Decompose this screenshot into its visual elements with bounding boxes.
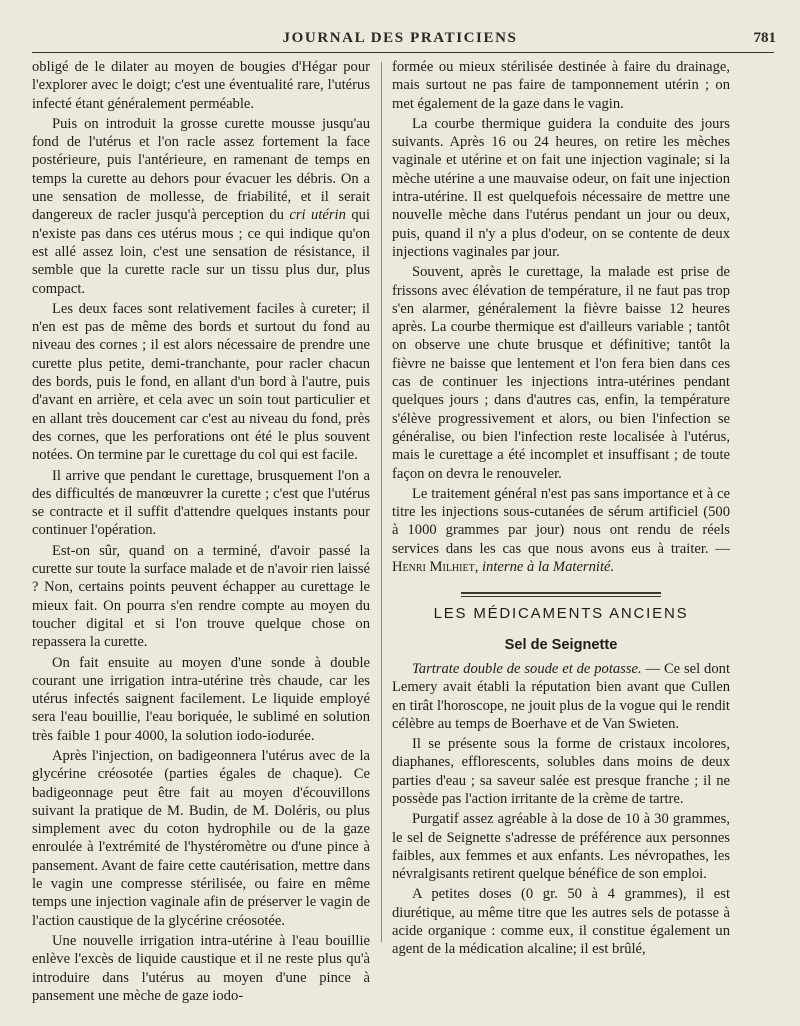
paragraph	[392, 485, 730, 576]
header-rule	[32, 52, 774, 53]
paragraph: Les deux faces sont relativement faciles à cureter; il n'en est pas de même des bords et surtout du fond au niveau des cornes ; il est alors nécessaire de prendre une curette plus petite, demi-tranchante, pour racler chacun des bords, puis le fond, en allant d'un bord à l'autre, puis d'avant en arrière, et cela avec un soin tout particulier et en allant très doucement car c'est au niveau du fond, près des cornes, que les perforations ont été le plus souvent notées. On termine par le curettage du col qui est facile.	[32, 300, 370, 464]
paragraph	[392, 660, 730, 733]
section-heading: LES MÉDICAMENTS ANCIENS	[433, 605, 689, 623]
section-rule	[461, 592, 661, 597]
paragraph: Après l'injection, on badigeonnera l'utérus avec de la glycérine créosotée (parties égales de chaque). Ce badigeonnage peut être fait au moyen d'écouvillons suivant la pratique de M. Budin, de M. Doléris, ou plus simplement avec du coton hydrophile ou de la gaze enroulée à l'extrémité de l'hystéromètre ou d'une pince à pansement. Avant de faire cette cautérisation, mettre dans le vagin une compresse stérilisée, ou faire en même temps une injection vaginale afin de préserver le vagin de l'action caustique de la glycérine créosotée.	[32, 747, 370, 929]
paragraph-text: qui n'existe pas dans ces utérus mous ; ce qui indique qu'on est allé assez loin, c'est une sensation de résistance, il semble que la curette racle sur un tissu plus dur, plus compact.	[32, 207, 371, 297]
right-column	[392, 58, 730, 961]
paragraph: Purgatif assez agréable à la dose de 10 à 30 grammes, le sel de Seignette s'adresse de préférence aux personnes faibles, aux femmes et aux enfants. Les névropathes, les névralgisants retirent quelque bénéfice de son emploi.	[392, 811, 730, 883]
italic-term: cri utérin	[289, 207, 346, 224]
running-header	[0, 30, 800, 52]
paragraph-text: — Ce sel dont Lemery avait établi la réputation bien avant que Cullen en tirât l'horoscope, ne jouit plus de la vogue qui le rendit célèbre au temps de Boerhave et de Van Swieten.	[392, 660, 730, 732]
paragraph: Il arrive que pendant le curettage, brusquement l'on a des difficultés de manœuvrer la curette ; c'est que l'utérus se contracte et il suffit d'attendre quelques instants pour continuer l'opération.	[32, 467, 370, 539]
paragraph: Il se présente sous la forme de cristaux incolores, diaphanes, efflorescents, solubles dans moins de deux parties d'eau ; sa saveur salée est presque franche ; il ne possède pas l'action irritante de la crème de tartre.	[392, 736, 730, 807]
paragraph: A petites doses (0 gr. 50 à 4 grammes), il est diurétique, au même titre que les autres sels de potasse à acide organique : comme eux, il constitue également un agent de la médication alcaline; il est brûlé,	[392, 886, 730, 958]
paragraph-text: Le traitement général n'est pas sans importance et à ce titre les injections sous-cutanées de sérum artificiel (500 à 1000 grammes par jour) nous ont rendu de réels services dans les cas que nous avons eus à traiter. —	[392, 485, 730, 557]
paragraph: On fait ensuite au moyen d'une sonde à double courant une irrigation intra-utérine très chaude, car les utérus infectés saignent facilement. Le liquide employé sera l'eau bouillie, l'eau boriquée, le sublimé en solution très faible 1 pour 4000, la solution iodo-iodurée.	[32, 654, 370, 744]
italic-lead: Tartrate double de soude et de potasse.	[412, 660, 642, 677]
paragraph-text: Puis on introduit la grosse curette mousse jusqu'au fond de l'utérus et l'on racle assez fortement la face postérieure, puis l'antérieure, en ramenant de temps en temps la curette au dehors pour évacuer les débris. On a une sensation de mollesse, de friabilité, et il serait dangereux de racler jusqu'à perception du	[32, 115, 370, 224]
author-name: Henri Milhiet	[392, 559, 475, 576]
column-divider	[381, 62, 382, 942]
journal-title: JOURNAL DES PRATICIENS	[282, 30, 518, 46]
author-role: interne à la Maternité.	[482, 559, 615, 576]
separator-text: ,	[474, 559, 482, 576]
left-column	[32, 58, 370, 1007]
paragraph: Une nouvelle irrigation intra-utérine à l'eau bouillie enlève l'excès de liquide caustique et il ne reste plus qu'à introduire dans l'utérus au moyen d'une pince à pansement une mèche de gaze iodo-	[32, 932, 370, 1004]
paragraph	[32, 115, 370, 298]
paragraph: Souvent, après le curettage, la malade est prise de frissons avec élévation de température, il ne faut pas trop s'en alarmer, généralement la fièvre baisse 12 heures après. La courbe thermique est d'ailleurs variable ; tantôt on observe une chute brusque et définitive; tantôt la fièvre ne baisse que lentement et l'on fera bien dans ces cas de continuer les injections intra-utérines pendant quelques jours ; dans d'autres cas, enfin, la température s'élève progressivement et alors, ou bien l'infection se généralise, ou bien l'infection reste localisée à l'utérus, mais le curettage a été incomplet et insuffisant ; de toute façon on devra le renouveler.	[392, 264, 730, 482]
paragraph: Est-on sûr, quand on a terminé, d'avoir passé la curette sur toute la surface malade et de n'avoir rien laissé ? Non, certains points peuvent échapper au curettage le mieux fait. On pourra s'en rendre compte au moyen du toucher digital et si l'on trouve quelque chose on repassera la curette.	[32, 542, 370, 651]
paragraph: La courbe thermique guidera la conduite des jours suivants. Après 16 ou 24 heures, on retire les mèches vaginale et utérine et on fait une injection vaginale; si la mèche utérine a une mauvaise odeur, on fait une injection intra-utérine. Il est quelquefois nécessaire de mettre une nouvelle mèche dans l'utérus pendant un jour ou deux, puis, quand il n'y a plus d'odeur, on se contente de deux injections vaginales par jour.	[392, 115, 730, 260]
paragraph: formée ou mieux stérilisée destinée à faire du drainage, mais surtout ne pas faire de tamponnement utérin ; on met également de la gaze dans le vagin.	[392, 59, 730, 112]
subsection-heading: Sel de Seignette	[504, 636, 618, 653]
page-number: 781	[753, 30, 776, 46]
paragraph: obligé de le dilater au moyen de bougies d'Hégar pour l'explorer avec le doigt; c'est une éventualité rare, l'utérus infecté étant généralement perméable.	[32, 59, 370, 112]
